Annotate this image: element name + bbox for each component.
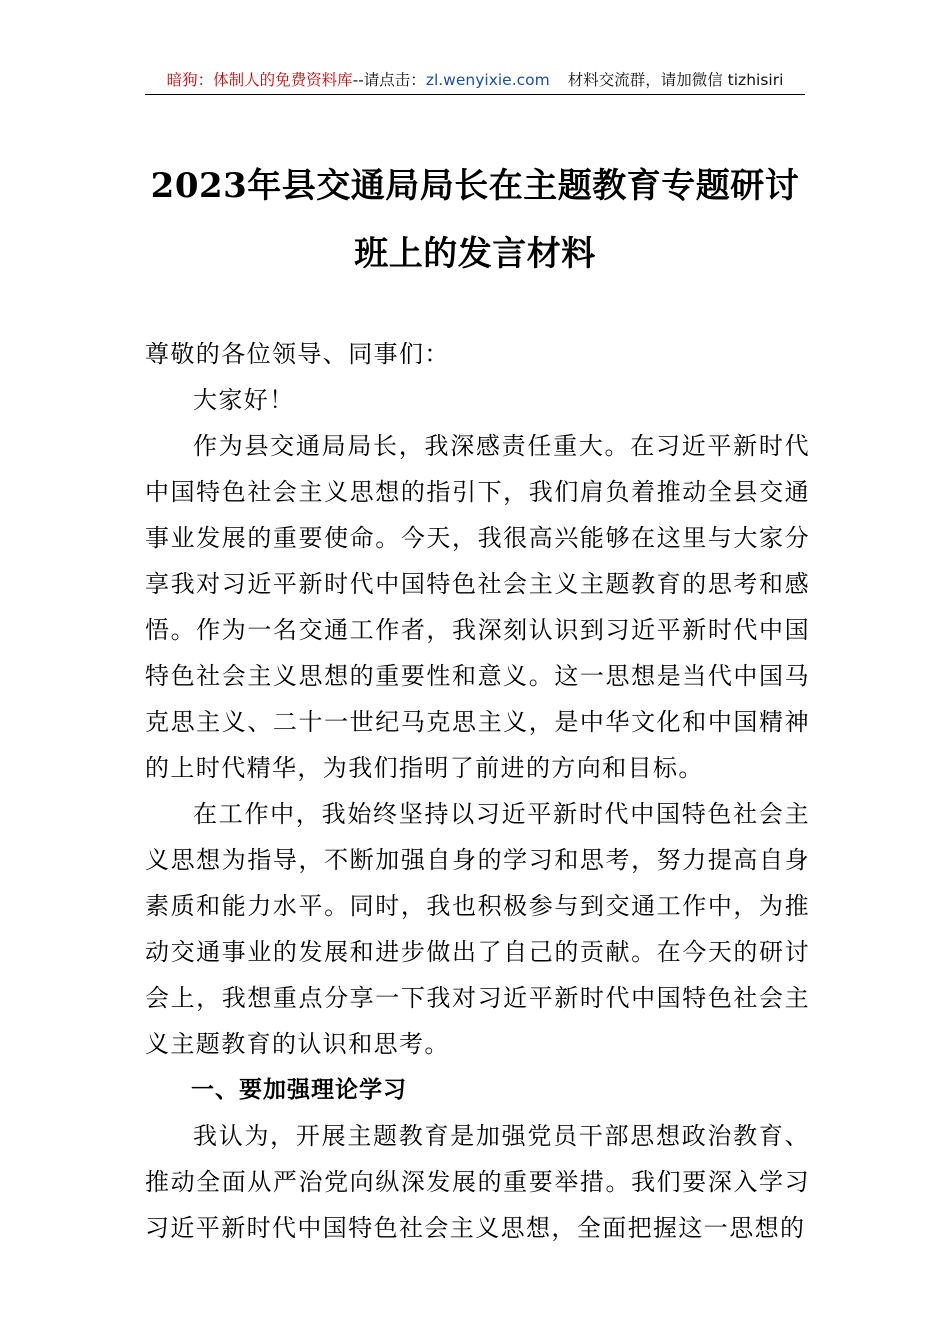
site-link[interactable]: zl.wenyixie.com bbox=[425, 71, 550, 89]
paragraph-3: 我认为，开展主题教育是加强党员干部思想政治教育、推动全面从严治党向纵深发展的重要举措。我们要深入学习习近平新时代中国特色社会主义思想，全面把握这一思想的 bbox=[145, 1122, 810, 1242]
document-title-line-2: 班上的发言材料 bbox=[354, 234, 596, 274]
paragraph-1: 作为县交通局局长，我深感责任重大。在习近平新时代中国特色社会主义思想的指引下，我们肩负着推动全县交通事业发展的重要使命。今天，我很高兴能够在这里与大家分享我对习近平新时代中国特色社会主义主题教育的思考和感悟。作为一名交通工作者，我深刻认识到习近平新时代中国特色社会主义思想的重要性和意义。这一思想是当代中国马克思主义、二十一世纪马克思主义，是中华文化和中国精神的上时代精华，为我们指明了前进的方向和目标。 bbox=[145, 432, 810, 782]
group-note: 材料交流群，请加微信 tizhisiri bbox=[567, 71, 784, 89]
document-title-line-1: 2023年县交通局局长在主题教育专题研讨 bbox=[150, 166, 800, 206]
salutation: 尊敬的各位领导、同事们： bbox=[145, 340, 450, 368]
document-body bbox=[145, 331, 810, 1251]
page-header bbox=[145, 68, 805, 95]
greeting: 大家好！ bbox=[193, 386, 295, 414]
section-1-heading: 一、要加强理论学习 bbox=[191, 1077, 407, 1103]
click-prompt: --请点击： bbox=[352, 71, 426, 89]
header-spacer bbox=[550, 68, 568, 94]
paragraph-2: 在工作中，我始终坚持以习近平新时代中国特色社会主义思想为指导，不断加强自身的学习和思考，努力提高自身素质和能力水平。同时，我也积极参与到交通工作中，为推动交通事业的发展和进步做出了自己的贡献。在今天的研讨会上，我想重点分享一下我对习近平新时代中国特色社会主义主题教育的认识和思考。 bbox=[145, 800, 810, 1058]
site-name: 暗狗：体制人的免费资料库 bbox=[166, 71, 353, 89]
